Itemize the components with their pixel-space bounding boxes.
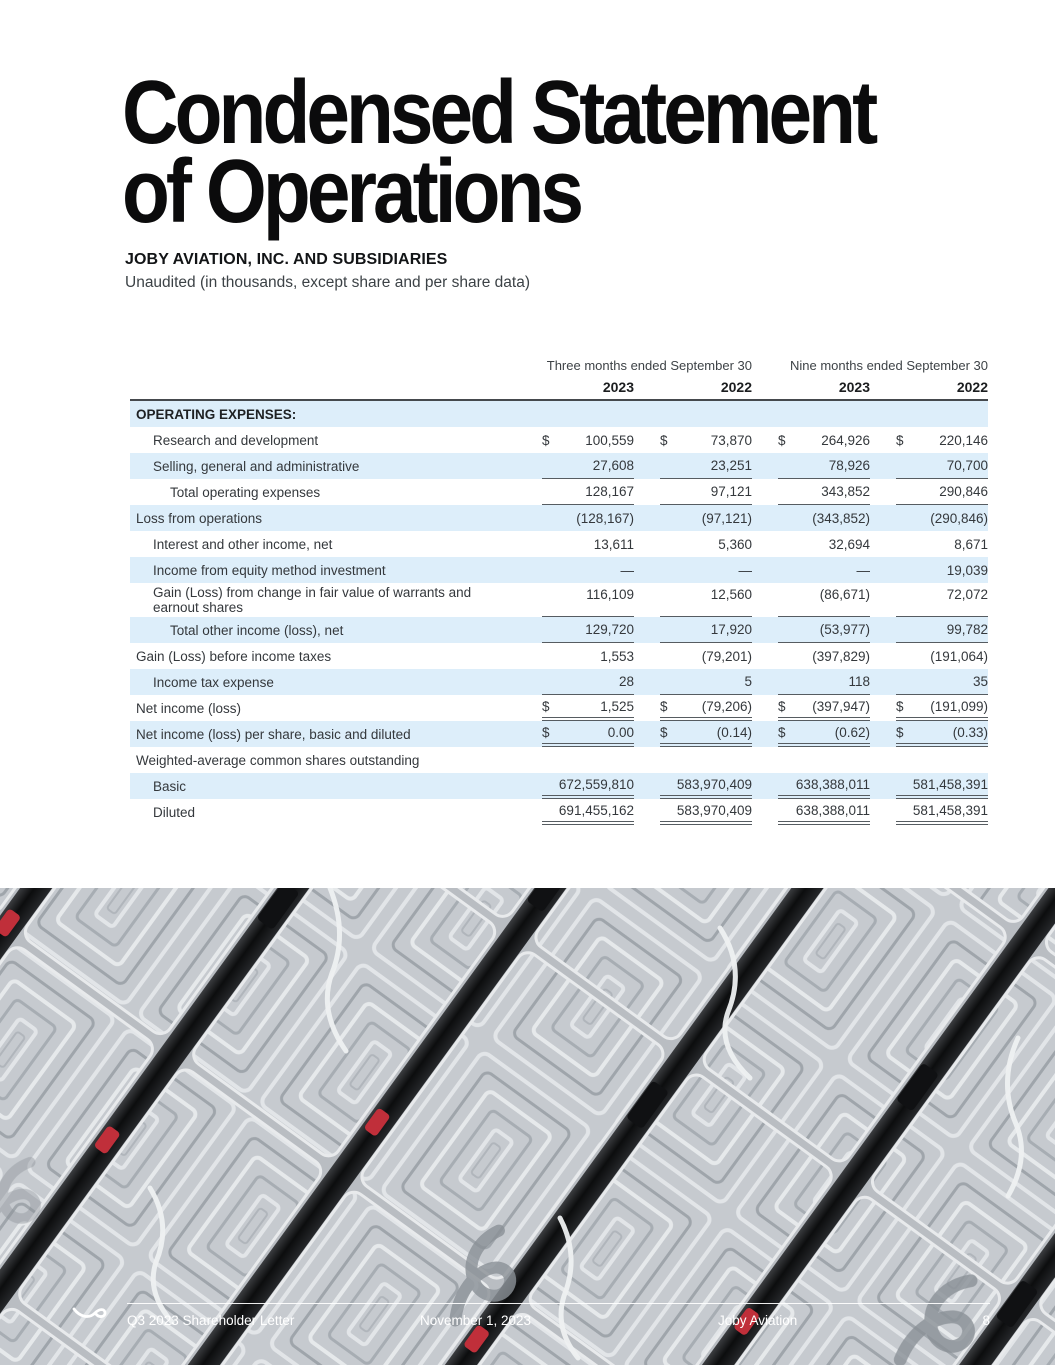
row-value [896,557,988,583]
row-value [896,505,988,531]
row-label: Income tax expense [153,674,274,690]
row-value [660,721,752,747]
value-text: (191,064) [930,648,988,664]
value-text: 581,458,391 [912,776,988,792]
value-text: 23,251 [710,458,752,473]
value-text: (343,852) [812,510,870,526]
row-value [778,773,870,799]
footer-document-title: Q3 2023 Shareholder Letter [127,1313,295,1328]
financial-table [130,358,988,825]
row-value [542,695,634,721]
value-text: 691,455,162 [558,802,634,818]
year-header-row [130,379,988,395]
row-value [542,643,634,669]
value-text: 5,360 [718,536,752,552]
row-value [542,669,634,695]
row-value [542,427,634,453]
row-value [778,695,870,721]
dollar-sign: $ [542,432,550,448]
table-row [130,479,988,505]
row-label: Income from equity method investment [153,562,386,578]
row-label: Research and development [153,432,319,448]
row-label: Diluted [153,804,196,820]
row-value [660,617,752,643]
row-value [542,721,634,747]
year-header: 2023 [838,379,870,395]
row-label: Gain (Loss) from change in fair value of warrants and earnout shares [153,585,472,615]
page-footer [0,1291,1055,1341]
value-text: (191,099) [930,698,988,714]
table-row [130,505,988,531]
value-text: 35 [972,674,988,689]
row-value [542,773,634,799]
table-row [130,583,988,617]
unaudited-note: Unaudited (in thousands, except share and per share data) [125,274,530,291]
footer-divider [127,1303,990,1304]
value-text: (0.33) [952,724,988,740]
row-value [896,583,988,617]
table-row [130,721,988,747]
dollar-sign: $ [778,432,786,448]
row-value [660,583,752,617]
table-row [130,669,988,695]
value-text: 1,525 [600,698,634,714]
value-text: 19,039 [946,562,988,578]
value-text: (53,977) [819,622,870,637]
value-text: — [620,562,634,578]
value-text: 5 [744,674,752,689]
value-text: (79,201) [701,648,752,664]
row-value [660,773,752,799]
row-label: OPERATING EXPENSES: [136,406,297,422]
value-text: 72,072 [946,587,988,602]
value-text: 128,167 [585,484,634,499]
row-value [896,799,988,825]
value-text: — [738,562,752,578]
row-value [660,427,752,453]
year-header: 2022 [720,379,752,395]
row-label: Basic [153,778,187,794]
table-row [130,799,988,825]
row-value [896,479,988,505]
value-text: 290,846 [939,484,988,499]
row-value [660,799,752,825]
footer-date: November 1, 2023 [420,1313,532,1328]
row-value [542,617,634,643]
row-value [778,583,870,617]
value-text: 28 [618,674,634,689]
value-text: 97,121 [710,484,752,499]
row-label: Weighted-average common shares outstanding [136,752,420,768]
table-row [130,531,988,557]
value-text: 13,611 [593,536,634,552]
row-value [778,617,870,643]
value-text: 1,553 [600,648,634,664]
value-text: — [856,562,870,578]
row-value [660,479,752,505]
row-value [660,557,752,583]
row-value [778,479,870,505]
table-rows [130,401,988,825]
row-value [778,643,870,669]
value-text: (128,167) [576,510,634,526]
table-row [130,695,988,721]
value-text: 583,970,409 [676,776,752,792]
row-label: Net income (loss) [136,700,242,716]
row-value [778,427,870,453]
page-title-line2: of Operations [122,142,581,242]
row-value [778,721,870,747]
row-value [542,453,634,479]
table-row [130,427,988,453]
table-row [130,557,988,583]
value-text: 581,458,391 [912,802,988,818]
dollar-sign: $ [660,432,668,448]
value-text: 32,694 [828,536,870,552]
value-text: 99,782 [946,622,988,637]
row-value [896,643,988,669]
row-value [778,557,870,583]
row-value [778,799,870,825]
row-value [660,453,752,479]
table-row [130,747,988,773]
value-text: 672,559,810 [558,776,634,792]
value-text: 78,926 [828,458,870,473]
table-row [130,773,988,799]
value-text: 8,671 [954,536,988,552]
value-text: 638,388,011 [795,776,870,792]
period-header-row [130,358,988,373]
row-label: Interest and other income, net [153,536,333,552]
page-number: 8 [982,1313,990,1328]
row-label: Total operating expenses [170,484,321,500]
joby-logo-icon [70,1299,110,1329]
row-value [778,531,870,557]
period-header-nine-months: Nine months ended September 30 [789,358,988,373]
value-text: 583,970,409 [676,802,752,818]
company-name: JOBY AVIATION, INC. AND SUBSIDIARIES [125,251,448,268]
row-label: Selling, general and administrative [153,458,360,474]
table-row [130,453,988,479]
page-title-line1: Condensed Statement [122,63,875,163]
value-text: (290,846) [930,510,988,526]
dollar-sign: $ [896,432,904,448]
dollar-sign: $ [660,724,668,740]
value-text: 100,559 [585,432,634,448]
value-text: 116,109 [586,587,634,602]
value-text: 264,926 [821,432,870,448]
dollar-sign: $ [660,698,668,714]
row-value [660,505,752,531]
row-value [660,695,752,721]
footer-brand: Joby Aviation [718,1313,798,1328]
row-value [660,531,752,557]
year-header: 2022 [956,379,988,395]
table-row [130,401,988,427]
dollar-sign: $ [542,724,550,740]
row-label: Gain (Loss) before income taxes [136,648,332,664]
row-value [542,583,634,617]
row-value [542,799,634,825]
value-text: (0.62) [834,724,870,740]
value-text: 118 [848,674,870,689]
row-value [660,669,752,695]
value-text: 0.00 [607,724,634,740]
value-text: (397,829) [812,648,870,664]
dollar-sign: $ [896,724,904,740]
value-text: (397,947) [812,698,870,714]
year-header: 2023 [602,379,634,395]
value-text: (79,206) [701,698,752,714]
row-value [896,617,988,643]
value-text: (97,121) [701,510,752,526]
value-text: 12,560 [710,587,752,602]
row-label: Net income (loss) per share, basic and diluted [136,726,411,742]
value-text: 343,852 [821,484,870,499]
row-value [896,427,988,453]
dollar-sign: $ [778,698,786,714]
dollar-sign: $ [542,698,550,714]
row-value [542,479,634,505]
row-value [896,453,988,479]
row-value [778,505,870,531]
row-value [896,695,988,721]
row-value [660,643,752,669]
value-text: 73,870 [710,432,752,448]
value-text: 17,920 [710,622,752,637]
battery-pack-photo [0,888,1055,1365]
row-value [542,531,634,557]
value-text: 129,720 [585,622,634,637]
value-text: (86,671) [819,587,870,602]
page-title [122,63,875,242]
table-row [130,643,988,669]
value-text: 27,608 [592,458,634,473]
row-value [896,773,988,799]
row-value [778,669,870,695]
value-text: (0.14) [716,724,752,740]
dollar-sign: $ [778,724,786,740]
period-header-three-months: Three months ended September 30 [546,358,752,373]
row-value [778,453,870,479]
table-row [130,617,988,643]
row-value [542,557,634,583]
row-value [542,505,634,531]
dollar-sign: $ [896,698,904,714]
row-value [896,669,988,695]
row-value [896,721,988,747]
value-text: 70,700 [946,458,988,473]
row-label: Loss from operations [136,510,263,526]
value-text: 638,388,011 [795,802,870,818]
row-value [896,531,988,557]
value-text: 220,146 [939,432,988,448]
row-label: Total other income (loss), net [170,622,344,638]
